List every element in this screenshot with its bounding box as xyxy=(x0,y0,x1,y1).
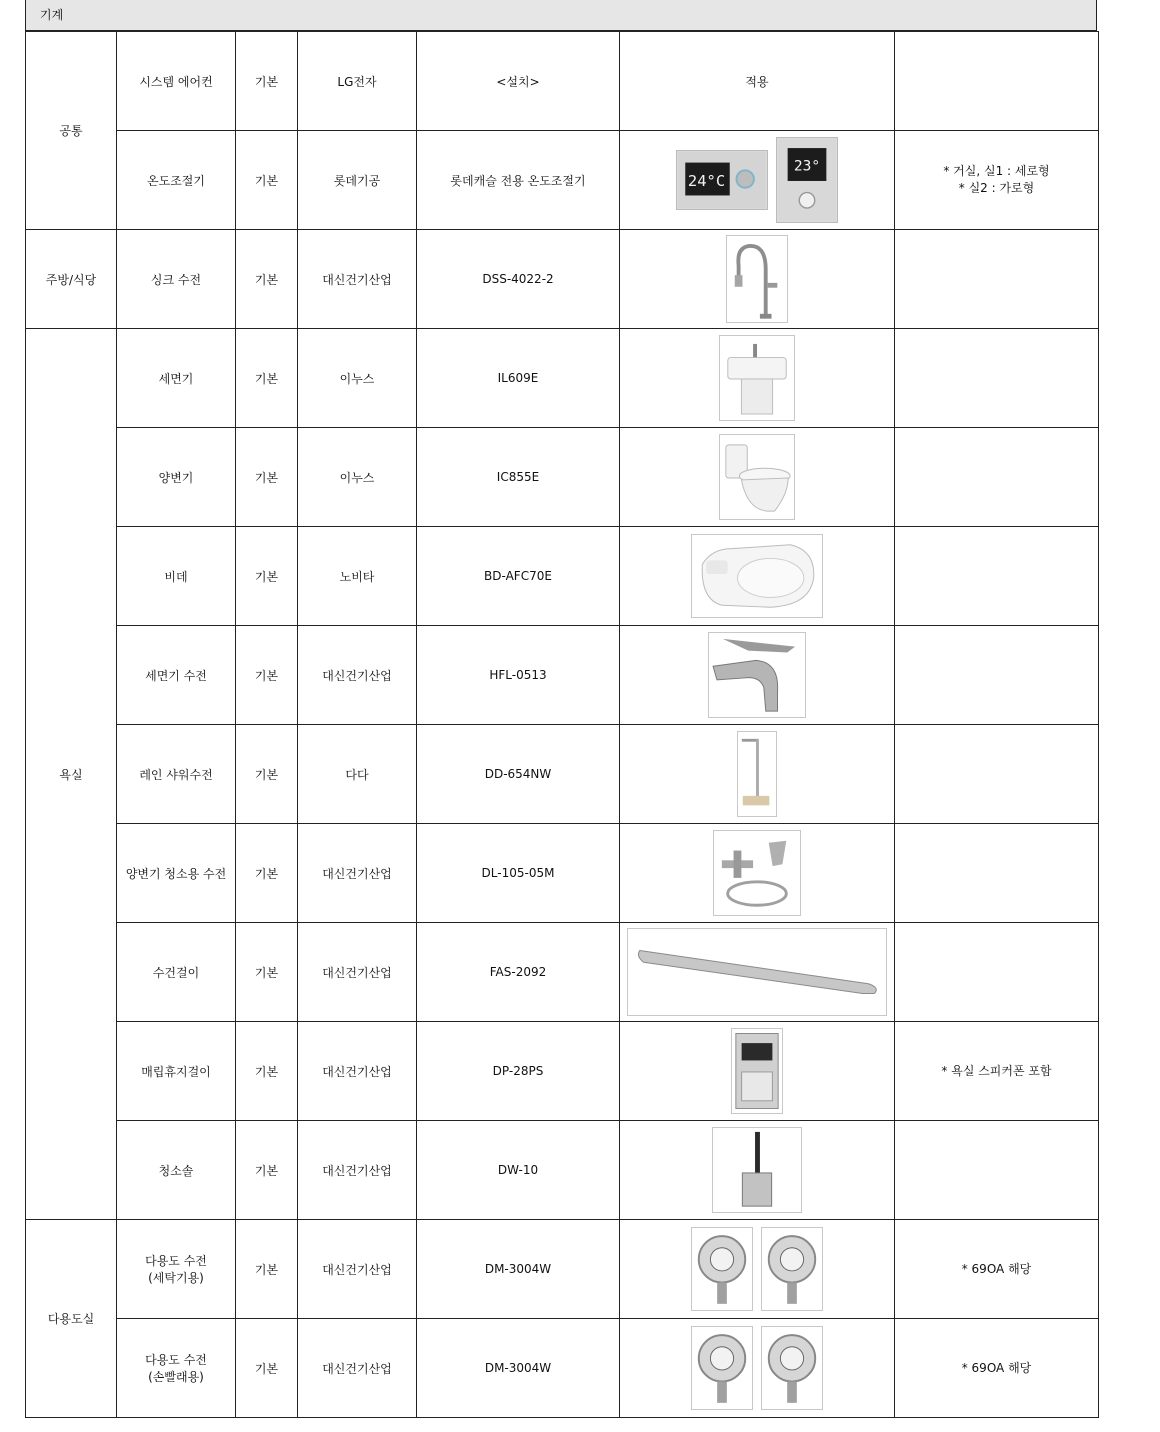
table-row xyxy=(26,32,1099,131)
table-row xyxy=(26,131,1099,230)
model-cell: BD-AFC70E xyxy=(417,527,620,626)
model-cell: DL-105-05M xyxy=(417,824,620,923)
model-cell: DD-654NW xyxy=(417,725,620,824)
maker-cell: 대신건기산업 xyxy=(298,230,417,329)
rain-shower-icon xyxy=(737,731,777,817)
item-line: (세탁기용) xyxy=(148,1271,204,1285)
spray-faucet-icon xyxy=(713,830,801,916)
type-cell: 기본 xyxy=(236,923,298,1022)
apply-cell: 적용 xyxy=(620,32,895,131)
item-line: 다용도 수전 xyxy=(145,1353,207,1367)
type-cell: 기본 xyxy=(236,428,298,527)
note-cell xyxy=(895,923,1099,1022)
model-cell: IC855E xyxy=(417,428,620,527)
table-row xyxy=(26,1319,1099,1418)
table-row xyxy=(26,626,1099,725)
type-cell: 기본 xyxy=(236,230,298,329)
type-cell: 기본 xyxy=(236,131,298,230)
type-cell: 기본 xyxy=(236,1220,298,1319)
model-cell: DM-3004W xyxy=(417,1319,620,1418)
note-cell xyxy=(895,527,1099,626)
thermostat-vertical-icon xyxy=(776,137,838,223)
type-cell: 기본 xyxy=(236,824,298,923)
model-cell: HFL-0513 xyxy=(417,626,620,725)
image-cell xyxy=(620,527,895,626)
table-row xyxy=(26,1220,1099,1319)
note-cell xyxy=(895,1121,1099,1220)
model-cell: DM-3004W xyxy=(417,1220,620,1319)
maker-cell: 다다 xyxy=(298,725,417,824)
item-cell: 세면기 수전 xyxy=(117,626,236,725)
table-row xyxy=(26,230,1099,329)
model-cell: DSS-4022-2 xyxy=(417,230,620,329)
maker-cell: 롯데기공 xyxy=(298,131,417,230)
item-cell: 레인 샤워수전 xyxy=(117,725,236,824)
area-cell: 주방/식당 xyxy=(26,230,117,329)
maker-cell: 대신건기산업 xyxy=(298,923,417,1022)
image-cell xyxy=(620,1121,895,1220)
model-cell: IL609E xyxy=(417,329,620,428)
toilet-brush-icon xyxy=(712,1127,802,1213)
item-cell: 청소솔 xyxy=(117,1121,236,1220)
thermostat-horizontal-icon xyxy=(676,150,768,210)
item-cell: 비데 xyxy=(117,527,236,626)
item-cell: 온도조절기 xyxy=(117,131,236,230)
note-line: * 69OA 해당 xyxy=(961,1360,1032,1375)
utility-faucet-icon xyxy=(761,1227,823,1311)
item-cell: 세면기 xyxy=(117,329,236,428)
washbasin-icon xyxy=(719,335,795,421)
item-line: (손빨래용) xyxy=(148,1370,204,1384)
table-row xyxy=(26,1121,1099,1220)
image-cell xyxy=(620,1022,895,1121)
table-row xyxy=(26,527,1099,626)
image-cell xyxy=(620,428,895,527)
spec-sheet xyxy=(25,0,1097,1418)
image-cell xyxy=(620,923,895,1022)
image-cell xyxy=(620,329,895,428)
model-cell: <설치> xyxy=(417,32,620,131)
equipment-table xyxy=(25,31,1099,1418)
type-cell: 기본 xyxy=(236,527,298,626)
thermostat-horizontal-value: 24°C xyxy=(687,171,726,190)
recessed-paper-holder-icon xyxy=(731,1028,783,1114)
note-line: * 욕실 스피커폰 포함 xyxy=(941,1063,1052,1078)
table-row xyxy=(26,725,1099,824)
model-cell: DP-28PS xyxy=(417,1022,620,1121)
maker-cell: LG전자 xyxy=(298,32,417,131)
maker-cell: 노비타 xyxy=(298,527,417,626)
table-row xyxy=(26,824,1099,923)
item-cell xyxy=(117,1220,236,1319)
utility-faucet-icon xyxy=(761,1326,823,1410)
image-cell xyxy=(620,1319,895,1418)
utility-faucet-icon xyxy=(691,1227,753,1311)
note-line: * 거실, 실1 : 세로형 xyxy=(943,164,1050,178)
image-cell xyxy=(620,1220,895,1319)
maker-cell: 대신건기산업 xyxy=(298,1022,417,1121)
maker-cell: 이누스 xyxy=(298,329,417,428)
type-cell: 기본 xyxy=(236,725,298,824)
maker-cell: 대신건기산업 xyxy=(298,1121,417,1220)
maker-cell: 대신건기산업 xyxy=(298,824,417,923)
note-cell xyxy=(895,1220,1099,1319)
type-cell: 기본 xyxy=(236,1022,298,1121)
item-cell: 수건걸이 xyxy=(117,923,236,1022)
thermostat-vertical-value: 23° xyxy=(793,158,821,175)
maker-cell: 대신건기산업 xyxy=(298,1220,417,1319)
type-cell: 기본 xyxy=(236,626,298,725)
note-cell xyxy=(895,131,1099,230)
table-row xyxy=(26,428,1099,527)
area-cell: 다용도실 xyxy=(26,1220,117,1418)
item-cell: 싱크 수전 xyxy=(117,230,236,329)
item-cell: 양변기 xyxy=(117,428,236,527)
model-cell: FAS-2092 xyxy=(417,923,620,1022)
note-line: * 실2 : 가로형 xyxy=(958,181,1035,195)
note-line: * 69OA 해당 xyxy=(961,1261,1032,1276)
note-cell xyxy=(895,1022,1099,1121)
kitchen-faucet-icon xyxy=(726,235,788,323)
note-cell xyxy=(895,1319,1099,1418)
note-cell xyxy=(895,329,1099,428)
table-row xyxy=(26,923,1099,1022)
image-cell xyxy=(620,626,895,725)
type-cell: 기본 xyxy=(236,1121,298,1220)
note-cell xyxy=(895,824,1099,923)
maker-cell: 이누스 xyxy=(298,428,417,527)
maker-cell: 대신건기산업 xyxy=(298,626,417,725)
item-cell: 매립휴지걸이 xyxy=(117,1022,236,1121)
item-line: 다용도 수전 xyxy=(145,1254,207,1268)
note-cell xyxy=(895,230,1099,329)
utility-faucet-icon xyxy=(691,1326,753,1410)
image-cell xyxy=(620,725,895,824)
image-cell xyxy=(620,824,895,923)
note-cell xyxy=(895,626,1099,725)
bidet-seat-icon xyxy=(691,534,823,618)
item-cell: 시스템 에어컨 xyxy=(117,32,236,131)
type-cell: 기본 xyxy=(236,1319,298,1418)
towel-bar-icon xyxy=(627,928,887,1016)
type-cell: 기본 xyxy=(236,329,298,428)
section-title: 기계 xyxy=(25,0,1097,31)
model-cell: 롯데캐슬 전용 온도조절기 xyxy=(417,131,620,230)
area-cell: 욕실 xyxy=(26,329,117,1220)
image-cell xyxy=(620,230,895,329)
basin-faucet-icon xyxy=(708,632,806,718)
toilet-icon xyxy=(719,434,795,520)
area-cell: 공통 xyxy=(26,32,117,230)
model-cell: DW-10 xyxy=(417,1121,620,1220)
table-row xyxy=(26,329,1099,428)
item-cell xyxy=(117,1319,236,1418)
item-cell: 양변기 청소용 수전 xyxy=(117,824,236,923)
note-cell xyxy=(895,725,1099,824)
maker-cell: 대신건기산업 xyxy=(298,1319,417,1418)
note-cell xyxy=(895,428,1099,527)
image-cell xyxy=(620,131,895,230)
note-cell xyxy=(895,32,1099,131)
type-cell: 기본 xyxy=(236,32,298,131)
table-row xyxy=(26,1022,1099,1121)
